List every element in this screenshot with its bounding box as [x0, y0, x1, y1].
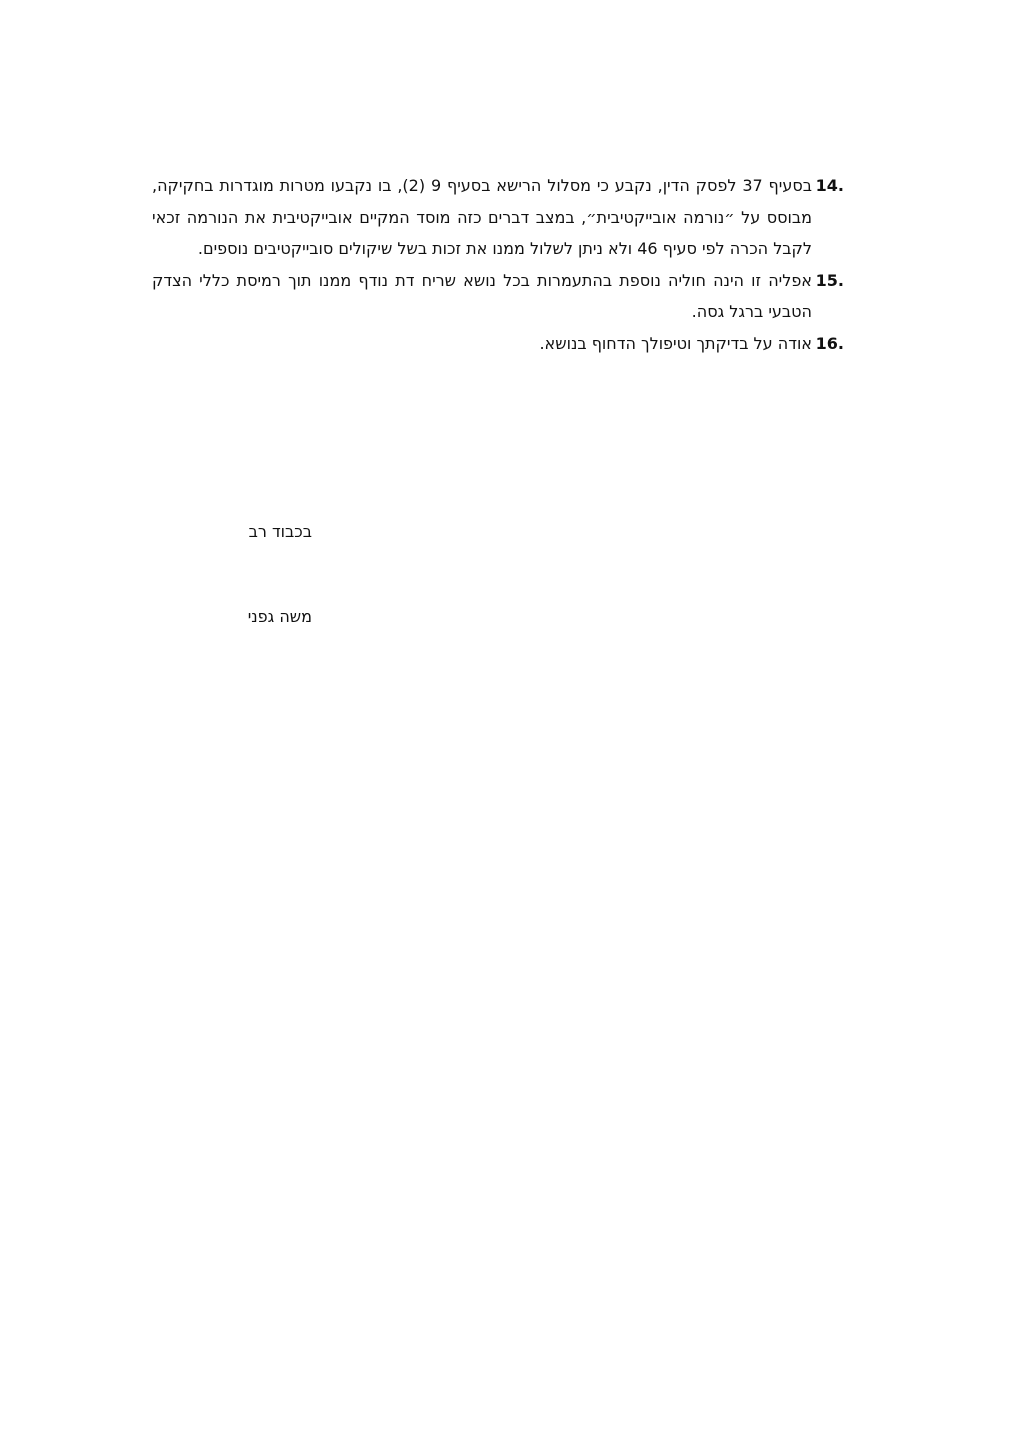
paragraph-text: אפליה זו הינה חוליה נוספת בהתעמרות בכל נושא שריח דת נודף ממנו תוך רמיסת כללי הצדק הטבעי ברגל גסה.	[152, 270, 812, 321]
signature-name: משה גפני	[247, 607, 312, 626]
paragraph-16	[152, 328, 844, 360]
paragraph-number: 15.	[815, 270, 844, 290]
numbered-paragraph-list	[152, 170, 844, 359]
paragraph-number: 16.	[815, 333, 844, 353]
paragraph-text: אודה על בדיקתך וטיפולך הדחוף בנושא.	[539, 333, 812, 353]
paragraph-text: בסעיף 37 לפסק הדין, נקבע כי מסלול הרישא בסעיף 9 (2), בו נקבעו מטרות מוגדרות בחקיקה, מבוסס על ״נורמה אובייקטיבית״, במצב דברים כזה מוסד המקיים אובייקטיבית את הנורמה זכאי לקבל הכרה לפי סעיף 46 ולא ניתן לשלול ממנו את זכות בשל שיקולים סובייקטיבים נוספים.	[152, 176, 813, 258]
paragraph-15	[152, 265, 844, 328]
paragraph-number: 14.	[815, 176, 844, 195]
paragraph-14	[152, 170, 844, 265]
closing-greeting: בכבוד רב	[248, 522, 312, 541]
